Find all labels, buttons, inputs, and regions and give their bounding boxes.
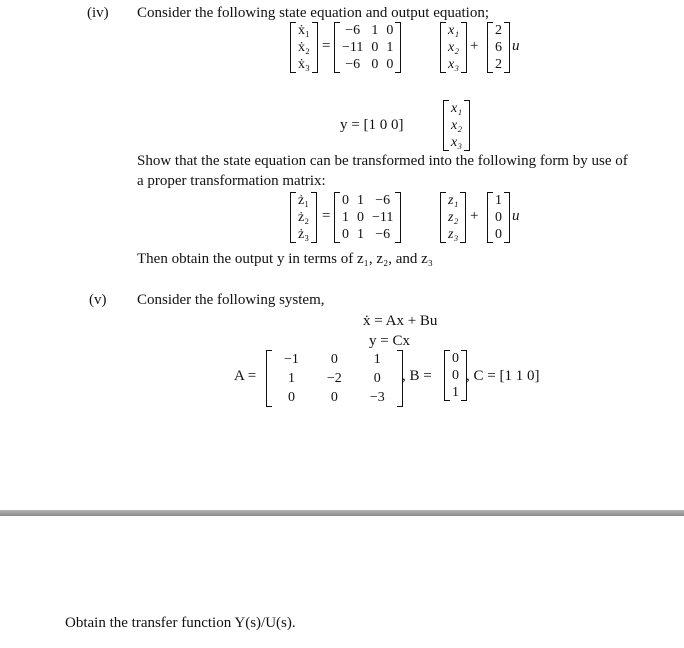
matrix-cell: 0 [342, 227, 349, 242]
matrix-cell: 0 [330, 390, 338, 405]
z-eq-equals: = [322, 208, 331, 224]
matrix-cell: −6 [375, 193, 391, 208]
z-input-matrix-B [487, 192, 510, 243]
part-iv-label: (iv) [87, 5, 109, 21]
show-text-line1: Show that the state equation can be transformed into the following form by use of [137, 153, 628, 169]
matrix-cell: −2 [326, 371, 342, 386]
matrix-cell: z₂ [448, 210, 459, 225]
matrix-cell: x₂ [451, 118, 463, 133]
matrix-cell: x₃ [448, 57, 460, 72]
system-eq2: y = Cx [369, 333, 410, 349]
matrix-cell: z₃ [448, 227, 459, 242]
part-v-intro: Consider the following system, [137, 292, 325, 308]
matrix-cell: 0 [357, 210, 364, 225]
matrix-cell: 0 [371, 40, 379, 55]
matrix-cell: 2 [495, 23, 502, 38]
matrix-cell: ẋ₂ [298, 40, 310, 55]
matrix-A-label: A = [234, 368, 257, 384]
matrix-cell: 0 [495, 210, 502, 225]
input-u: u [512, 38, 520, 54]
matrix-cell: −1 [284, 352, 299, 367]
state-matrix-A [334, 22, 401, 73]
state-vector-x [440, 22, 467, 73]
matrix-cell: 1 [495, 193, 502, 208]
output-eq-lhs: y = [1 0 0] [340, 117, 404, 133]
part-v-label: (v) [89, 292, 107, 308]
matrix-cell: −6 [345, 57, 361, 72]
matrix-cell: ż₂ [298, 210, 310, 225]
matrix-cell: −6 [375, 227, 391, 242]
matrix-cell: x₁ [451, 101, 463, 116]
matrix-cell: −6 [345, 23, 361, 38]
matrix-cell: 1 [342, 210, 349, 225]
z-input-u: u [512, 208, 520, 224]
state-eq-equals: = [322, 38, 331, 54]
matrix-cell: ż₃ [298, 227, 310, 242]
matrix-cell: 0 [386, 57, 394, 72]
matrix-cell: x₁ [448, 23, 460, 38]
matrix-cell: z₁ [448, 193, 459, 208]
matrix-cell: 0 [371, 57, 379, 72]
z-eq-plus: + [470, 208, 479, 224]
matrix-cell: 1 [371, 23, 379, 38]
z-derivative-vector [290, 192, 317, 243]
matrix-cell: x₂ [448, 40, 460, 55]
matrix-cell: 1 [386, 40, 394, 55]
state-eq-plus: + [470, 38, 479, 54]
then-text: Then obtain the output y in terms of z₁, z₂, and z₃ [137, 251, 434, 267]
part-iv-intro: Consider the following state equation and output equation; [137, 5, 490, 21]
matrix-cell: 1 [373, 352, 381, 367]
matrix-cell: 0 [330, 352, 338, 367]
state-derivative-vector [290, 22, 318, 73]
z-vector [440, 192, 466, 243]
matrix-cell: 0 [452, 368, 459, 383]
matrix-cell: 1 [357, 193, 364, 208]
matrix-cell: −11 [342, 40, 364, 55]
matrix-C-text: , C = [1 1 0] [466, 368, 540, 384]
footer-question: Obtain the transfer function Y(s)/U(s). [65, 615, 296, 631]
system-matrix-A [266, 350, 403, 407]
matrix-cell: ẋ₃ [298, 57, 310, 72]
output-vector-x [443, 100, 470, 151]
matrix-cell: 0 [452, 351, 459, 366]
matrix-cell: 1 [357, 227, 364, 242]
matrix-cell: 0 [495, 227, 502, 242]
matrix-cell: 1 [452, 385, 459, 400]
matrix-cell: 0 [386, 23, 394, 38]
matrix-cell: −11 [372, 210, 394, 225]
matrix-cell: 1 [287, 371, 295, 386]
section-divider [0, 510, 684, 516]
matrix-cell: 2 [495, 57, 502, 72]
system-eq1: ẋ = Ax + Bu [363, 313, 438, 329]
input-matrix-B [487, 22, 510, 73]
matrix-cell: 0 [287, 390, 295, 405]
system-matrix-B [444, 350, 467, 401]
matrix-cell: 0 [373, 371, 381, 386]
matrix-cell: −3 [369, 390, 385, 405]
matrix-cell: 0 [342, 193, 349, 208]
z-matrix-A [334, 192, 401, 243]
matrix-cell: 6 [495, 40, 502, 55]
matrix-cell: ẋ₁ [298, 23, 310, 38]
show-text-line2: a proper transformation matrix: [137, 173, 326, 189]
matrix-cell: x₃ [451, 135, 463, 150]
matrix-cell: ż₁ [298, 193, 310, 208]
matrix-B-label: , B = [402, 368, 432, 384]
